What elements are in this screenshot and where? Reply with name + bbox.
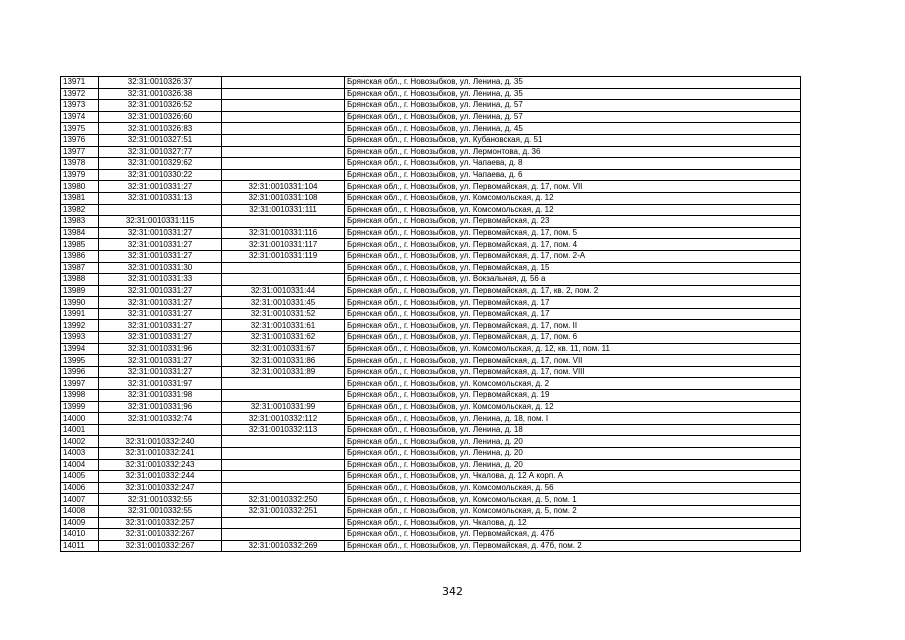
table-row <box>61 262 801 274</box>
cadastral-number-cell: 32:31:0010331:30 <box>99 262 222 274</box>
sub-cadastral-number-cell: 32:31:0010331:108 <box>222 192 345 204</box>
sub-cadastral-number-cell: 32:31:0010331:86 <box>222 355 345 367</box>
address-cell: Брянская обл., г. Новозыбков, ул. Первомайская, д. 17, кв. 2, пом. 2 <box>345 285 801 297</box>
sub-cadastral-number-cell <box>222 448 345 460</box>
cadastral-number-cell: 32:31:0010331:27 <box>99 320 222 332</box>
address-cell: Брянская обл., г. Новозыбков, ул. Чкалова, д. 12 <box>345 517 801 529</box>
table-row <box>61 494 801 506</box>
address-cell: Брянская обл., г. Новозыбков, ул. Первомайская, д. 17, пом. 5 <box>345 227 801 239</box>
address-cell: Брянская обл., г. Новозыбков, ул. Лермонтова, д. 36 <box>345 146 801 158</box>
cadastral-number-cell: 32:31:0010331:96 <box>99 343 222 355</box>
cadastral-number-cell: 32:31:0010331:27 <box>99 355 222 367</box>
sub-cadastral-number-cell <box>222 262 345 274</box>
address-cell: Брянская обл., г. Новозыбков, ул. Кубановская, д. 51 <box>345 134 801 146</box>
table-row <box>61 239 801 251</box>
address-cell: Брянская обл., г. Новозыбков, ул. Первомайская, д. 23 <box>345 216 801 228</box>
address-cell: Брянская обл., г. Новозыбков, ул. Комсомольская, д. 12 <box>345 401 801 413</box>
cadastral-number-cell: 32:31:0010331:33 <box>99 274 222 286</box>
address-cell: Брянская обл., г. Новозыбков, ул. Ленина, д. 18 <box>345 424 801 436</box>
row-number-cell: 13982 <box>61 204 99 216</box>
row-number-cell: 14005 <box>61 471 99 483</box>
sub-cadastral-number-cell: 32:31:0010331:62 <box>222 332 345 344</box>
table-row <box>61 250 801 262</box>
sub-cadastral-number-cell: 32:31:0010331:104 <box>222 181 345 193</box>
address-cell: Брянская обл., г. Новозыбков, ул. Ленина, д. 45 <box>345 123 801 135</box>
cadastral-number-cell: 32:31:0010331:27 <box>99 297 222 309</box>
row-number-cell: 13972 <box>61 88 99 100</box>
cadastral-number-cell: 32:31:0010327:77 <box>99 146 222 158</box>
table-row <box>61 540 801 552</box>
cadastral-number-cell: 32:31:0010332:257 <box>99 517 222 529</box>
table-row <box>61 192 801 204</box>
sub-cadastral-number-cell: 32:31:0010332:113 <box>222 424 345 436</box>
row-number-cell: 13995 <box>61 355 99 367</box>
row-number-cell: 13997 <box>61 378 99 390</box>
row-number-cell: 13971 <box>61 77 99 89</box>
sub-cadastral-number-cell <box>222 436 345 448</box>
address-cell: Брянская обл., г. Новозыбков, ул. Комсомольская, д. 56 <box>345 482 801 494</box>
row-number-cell: 13993 <box>61 332 99 344</box>
table-row <box>61 285 801 297</box>
address-cell: Брянская обл., г. Новозыбков, ул. Первомайская, д. 15 <box>345 262 801 274</box>
row-number-cell: 13989 <box>61 285 99 297</box>
table-row <box>61 413 801 425</box>
row-number-cell: 14008 <box>61 505 99 517</box>
address-cell: Брянская обл., г. Новозыбков, ул. Ленина, д. 35 <box>345 77 801 89</box>
address-cell: Брянская обл., г. Новозыбков, ул. Ленина, д. 20 <box>345 436 801 448</box>
sub-cadastral-number-cell <box>222 378 345 390</box>
cadastral-number-cell: 32:31:0010329:62 <box>99 158 222 170</box>
row-number-cell: 13977 <box>61 146 99 158</box>
address-cell: Брянская обл., г. Новозыбков, ул. Первомайская, д. 47б <box>345 529 801 541</box>
address-cell: Брянская обл., г. Новозыбков, ул. Первомайская, д. 17 <box>345 308 801 320</box>
sub-cadastral-number-cell <box>222 123 345 135</box>
row-number-cell: 14007 <box>61 494 99 506</box>
cadastral-number-cell: 32:31:0010331:27 <box>99 366 222 378</box>
sub-cadastral-number-cell <box>222 390 345 402</box>
row-number-cell: 13999 <box>61 401 99 413</box>
cadastral-number-cell: 32:31:0010332:244 <box>99 471 222 483</box>
row-number-cell: 13988 <box>61 274 99 286</box>
sub-cadastral-number-cell <box>222 169 345 181</box>
address-cell: Брянская обл., г. Новозыбков, ул. Ленина, д. 20 <box>345 448 801 460</box>
row-number-cell: 14002 <box>61 436 99 448</box>
cadastral-number-cell: 32:31:0010331:27 <box>99 250 222 262</box>
sub-cadastral-number-cell <box>222 146 345 158</box>
cadastral-number-cell: 32:31:0010332:241 <box>99 448 222 460</box>
row-number-cell: 13975 <box>61 123 99 135</box>
address-cell: Брянская обл., г. Новозыбков, ул. Ленина, д. 57 <box>345 100 801 112</box>
table-row <box>61 308 801 320</box>
cadastral-number-cell: 32:31:0010332:240 <box>99 436 222 448</box>
table-row <box>61 471 801 483</box>
row-number-cell: 13986 <box>61 250 99 262</box>
table-row <box>61 227 801 239</box>
row-number-cell: 13981 <box>61 192 99 204</box>
sub-cadastral-number-cell: 32:31:0010331:45 <box>222 297 345 309</box>
address-cell: Брянская обл., г. Новозыбков, ул. Первомайская, д. 17, пом. 2-А <box>345 250 801 262</box>
row-number-cell: 14009 <box>61 517 99 529</box>
table-row <box>61 343 801 355</box>
sub-cadastral-number-cell <box>222 482 345 494</box>
row-number-cell: 14000 <box>61 413 99 425</box>
table-row <box>61 448 801 460</box>
property-register-table <box>60 76 801 552</box>
sub-cadastral-number-cell: 32:31:0010332:251 <box>222 505 345 517</box>
address-cell: Брянская обл., г. Новозыбков, ул. Комсомольская, д. 12, кв. 11, пом. 11 <box>345 343 801 355</box>
cadastral-number-cell <box>99 424 222 436</box>
cadastral-number-cell <box>99 204 222 216</box>
table-row <box>61 401 801 413</box>
cadastral-number-cell: 32:31:0010331:27 <box>99 239 222 251</box>
cadastral-number-cell: 32:31:0010331:27 <box>99 332 222 344</box>
cadastral-number-cell: 32:31:0010332:74 <box>99 413 222 425</box>
row-number-cell: 13994 <box>61 343 99 355</box>
sub-cadastral-number-cell <box>222 517 345 529</box>
sub-cadastral-number-cell <box>222 459 345 471</box>
sub-cadastral-number-cell: 32:31:0010331:99 <box>222 401 345 413</box>
cadastral-number-cell: 32:31:0010331:97 <box>99 378 222 390</box>
address-cell: Брянская обл., г. Новозыбков, ул. Чапаева, д. 8 <box>345 158 801 170</box>
table-row <box>61 436 801 448</box>
sub-cadastral-number-cell <box>222 274 345 286</box>
cadastral-number-cell: 32:31:0010331:13 <box>99 192 222 204</box>
sub-cadastral-number-cell <box>222 471 345 483</box>
table-row <box>61 378 801 390</box>
sub-cadastral-number-cell: 32:31:0010331:61 <box>222 320 345 332</box>
row-number-cell: 13987 <box>61 262 99 274</box>
row-number-cell: 13996 <box>61 366 99 378</box>
table-row <box>61 332 801 344</box>
table-body <box>61 77 801 552</box>
sub-cadastral-number-cell <box>222 216 345 228</box>
cadastral-number-cell: 32:31:0010331:27 <box>99 181 222 193</box>
cadastral-number-cell: 32:31:0010331:27 <box>99 227 222 239</box>
address-cell: Брянская обл., г. Новозыбков, ул. Чапаева, д. 6 <box>345 169 801 181</box>
table-row <box>61 100 801 112</box>
sub-cadastral-number-cell <box>222 158 345 170</box>
address-cell: Брянская обл., г. Новозыбков, ул. Комсомольская, д. 5, пом. 2 <box>345 505 801 517</box>
cadastral-number-cell: 32:31:0010330:22 <box>99 169 222 181</box>
table-row <box>61 529 801 541</box>
table-row <box>61 366 801 378</box>
cadastral-number-cell: 32:31:0010331:27 <box>99 308 222 320</box>
table-row <box>61 517 801 529</box>
address-cell: Брянская обл., г. Новозыбков, ул. Первомайская, д. 17, пом. 4 <box>345 239 801 251</box>
row-number-cell: 14006 <box>61 482 99 494</box>
table-row <box>61 146 801 158</box>
table-row <box>61 181 801 193</box>
row-number-cell: 13998 <box>61 390 99 402</box>
table-row <box>61 123 801 135</box>
address-cell: Брянская обл., г. Новозыбков, ул. Первомайская, д. 47б, пом. 2 <box>345 540 801 552</box>
table-row <box>61 459 801 471</box>
cadastral-number-cell: 32:31:0010327:51 <box>99 134 222 146</box>
row-number-cell: 14011 <box>61 540 99 552</box>
address-cell: Брянская обл., г. Новозыбков, ул. Комсомольская, д. 12 <box>345 204 801 216</box>
cadastral-number-cell: 32:31:0010332:267 <box>99 540 222 552</box>
row-number-cell: 14001 <box>61 424 99 436</box>
address-cell: Брянская обл., г. Новозыбков, ул. Комсомольская, д. 12 <box>345 192 801 204</box>
sub-cadastral-number-cell: 32:31:0010332:112 <box>222 413 345 425</box>
cadastral-number-cell: 32:31:0010326:37 <box>99 77 222 89</box>
table-row <box>61 134 801 146</box>
sub-cadastral-number-cell <box>222 88 345 100</box>
cadastral-number-cell: 32:31:0010331:27 <box>99 285 222 297</box>
sub-cadastral-number-cell: 32:31:0010331:119 <box>222 250 345 262</box>
row-number-cell: 14010 <box>61 529 99 541</box>
table-row <box>61 158 801 170</box>
sub-cadastral-number-cell: 32:31:0010331:67 <box>222 343 345 355</box>
table-row <box>61 390 801 402</box>
address-cell: Брянская обл., г. Новозыбков, ул. Первомайская, д. 17, пом. VIII <box>345 366 801 378</box>
address-cell: Брянская обл., г. Новозыбков, ул. Первомайская, д. 17, пом. 6 <box>345 332 801 344</box>
address-cell: Брянская обл., г. Новозыбков, ул. Первомайская, д. 17 <box>345 297 801 309</box>
table-row <box>61 204 801 216</box>
cadastral-number-cell: 32:31:0010332:243 <box>99 459 222 471</box>
address-cell: Брянская обл., г. Новозыбков, ул. Чкалова, д. 12 А корп. А <box>345 471 801 483</box>
table-row <box>61 169 801 181</box>
cadastral-number-cell: 32:31:0010326:38 <box>99 88 222 100</box>
row-number-cell: 13980 <box>61 181 99 193</box>
row-number-cell: 13974 <box>61 111 99 123</box>
address-cell: Брянская обл., г. Новозыбков, ул. Первомайская, д. 17, пом. II <box>345 320 801 332</box>
row-number-cell: 13991 <box>61 308 99 320</box>
cadastral-number-cell: 32:31:0010332:55 <box>99 505 222 517</box>
table-row <box>61 320 801 332</box>
sub-cadastral-number-cell: 32:31:0010331:117 <box>222 239 345 251</box>
cadastral-number-cell: 32:31:0010326:60 <box>99 111 222 123</box>
address-cell: Брянская обл., г. Новозыбков, ул. Комсомольская, д. 5, пом. 1 <box>345 494 801 506</box>
table-row <box>61 355 801 367</box>
cadastral-number-cell: 32:31:0010332:267 <box>99 529 222 541</box>
row-number-cell: 13990 <box>61 297 99 309</box>
address-cell: Брянская обл., г. Новозыбков, ул. Ленина, д. 18, пом. I <box>345 413 801 425</box>
sub-cadastral-number-cell: 32:31:0010332:269 <box>222 540 345 552</box>
row-number-cell: 13979 <box>61 169 99 181</box>
table-row <box>61 216 801 228</box>
address-cell: Брянская обл., г. Новозыбков, ул. Ленина, д. 57 <box>345 111 801 123</box>
address-cell: Брянская обл., г. Новозыбков, ул. Вокзальная, д. 56 а <box>345 274 801 286</box>
sub-cadastral-number-cell: 32:31:0010331:89 <box>222 366 345 378</box>
sub-cadastral-number-cell: 32:31:0010331:116 <box>222 227 345 239</box>
row-number-cell: 13976 <box>61 134 99 146</box>
table-row <box>61 77 801 89</box>
address-cell: Брянская обл., г. Новозыбков, ул. Первомайская, д. 17, пом. VII <box>345 181 801 193</box>
page-number: 342 <box>442 585 463 598</box>
table-row <box>61 297 801 309</box>
address-cell: Брянская обл., г. Новозыбков, ул. Ленина, д. 20 <box>345 459 801 471</box>
table-row <box>61 424 801 436</box>
address-cell: Брянская обл., г. Новозыбков, ул. Комсомольская, д. 2 <box>345 378 801 390</box>
sub-cadastral-number-cell <box>222 100 345 112</box>
sub-cadastral-number-cell: 32:31:0010331:44 <box>222 285 345 297</box>
row-number-cell: 13983 <box>61 216 99 228</box>
cadastral-number-cell: 32:31:0010332:55 <box>99 494 222 506</box>
cadastral-number-cell: 32:31:0010331:96 <box>99 401 222 413</box>
sub-cadastral-number-cell <box>222 529 345 541</box>
row-number-cell: 13973 <box>61 100 99 112</box>
table-row <box>61 274 801 286</box>
cadastral-number-cell: 32:31:0010326:52 <box>99 100 222 112</box>
sub-cadastral-number-cell: 32:31:0010331:52 <box>222 308 345 320</box>
cadastral-number-cell: 32:31:0010331:98 <box>99 390 222 402</box>
row-number-cell: 13984 <box>61 227 99 239</box>
sub-cadastral-number-cell <box>222 77 345 89</box>
sub-cadastral-number-cell <box>222 134 345 146</box>
sub-cadastral-number-cell: 32:31:0010331:111 <box>222 204 345 216</box>
address-cell: Брянская обл., г. Новозыбков, ул. Первомайская, д. 19 <box>345 390 801 402</box>
sub-cadastral-number-cell: 32:31:0010332:250 <box>222 494 345 506</box>
address-cell: Брянская обл., г. Новозыбков, ул. Первомайская, д. 17, пом. VII <box>345 355 801 367</box>
table-row <box>61 88 801 100</box>
row-number-cell: 13992 <box>61 320 99 332</box>
row-number-cell: 13978 <box>61 158 99 170</box>
cadastral-number-cell: 32:31:0010332:247 <box>99 482 222 494</box>
sub-cadastral-number-cell <box>222 111 345 123</box>
cadastral-number-cell: 32:31:0010331:115 <box>99 216 222 228</box>
cadastral-number-cell: 32:31:0010326:83 <box>99 123 222 135</box>
row-number-cell: 14004 <box>61 459 99 471</box>
row-number-cell: 13985 <box>61 239 99 251</box>
table-row <box>61 505 801 517</box>
row-number-cell: 14003 <box>61 448 99 460</box>
table-row <box>61 482 801 494</box>
address-cell: Брянская обл., г. Новозыбков, ул. Ленина, д. 35 <box>345 88 801 100</box>
table-row <box>61 111 801 123</box>
